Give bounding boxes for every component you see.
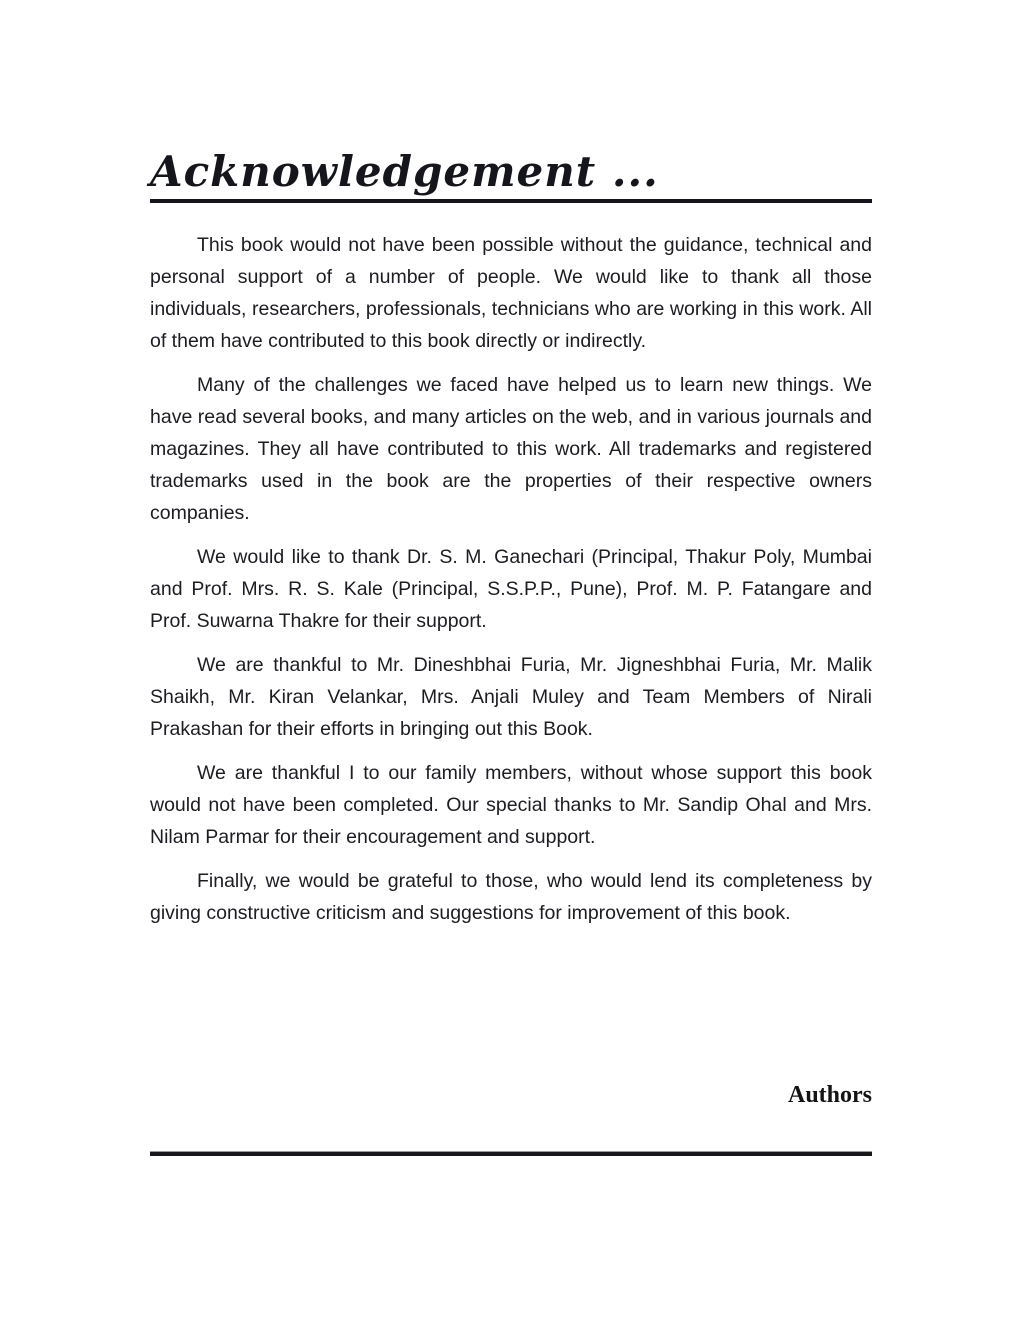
footer-rule [150,1151,872,1156]
acknowledgement-body [150,229,872,929]
paragraph-thanks-family: We are thankful I to our family members, without whose support this book would not have been completed. Our special thanks to Mr. Sandip Ohal and Mrs. Nilam Parmar for their encouragement and support. [150,762,872,849]
paragraph-feedback-request: Finally, we would be grateful to those, who would lend its completeness by giving constructive criticism and suggestions for improvement of this book. [150,870,872,925]
title-underline-rule [150,199,872,203]
paragraph-thanks-publisher-team: We are thankful to Mr. Dineshbhai Furia, Mr. Jigneshbhai Furia, Mr. Malik Shaikh, Mr. Kiran Velankar, Mrs. Anjali Muley and Team Members of Nirali Prakashan for their efforts in bringing out this Book. [150,654,872,741]
page-title: Acknowledgement ... [150,147,659,196]
paragraph-guidance-support: This book would not have been possible without the guidance, technical and personal support of a number of people. We would like to thank all those individuals, researchers, professionals, technicians who are working in this work. All of them have contributed to this book directly or indirectly. [150,234,872,353]
paragraph-thanks-principals: We would like to thank Dr. S. M. Ganechari (Principal, Thakur Poly, Mumbai and Prof. Mrs. R. S. Kale (Principal, S.S.P.P., Pune), Prof. M. P. Fatangare and Prof. Suwarna Thakre for their support. [150,546,872,633]
authors-signature: Authors [787,1082,872,1108]
paragraph-challenges-trademarks: Many of the challenges we faced have helped us to learn new things. We have read several books, and many articles on the web, and in various journals and magazines. They all have contributed to this work. All trademarks and registered trademarks used in the book are the properties of their respective owners companies. [150,374,872,525]
page-content [150,0,872,941]
